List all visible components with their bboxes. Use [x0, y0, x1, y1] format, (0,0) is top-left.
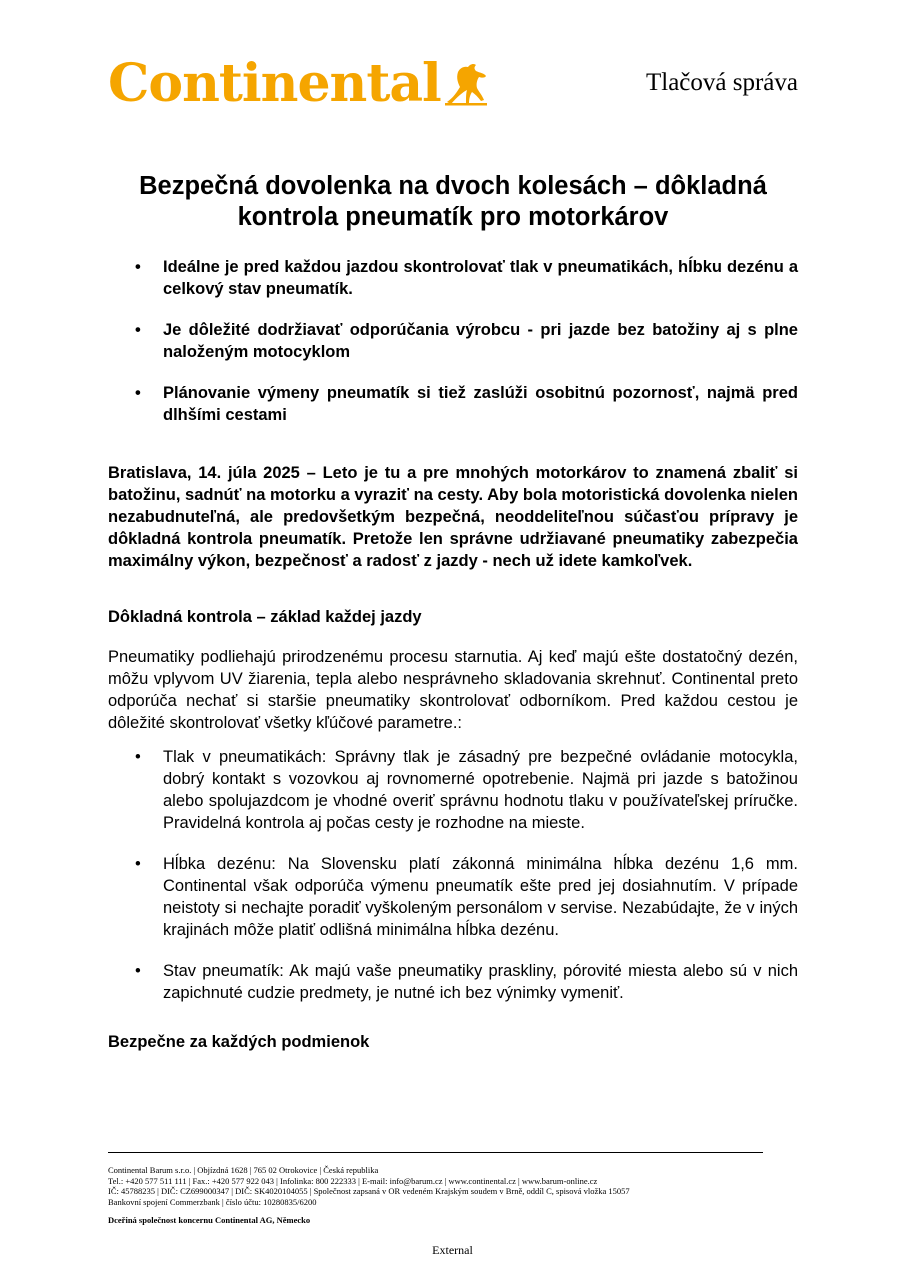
highlight-item: • Je dôležité dodržiavať odporúčania výrobcu - pri jazde bez batožiny aj s plne naloženým motocyklom	[108, 319, 798, 363]
footer-company-info	[108, 1165, 768, 1207]
list-item: • Stav pneumatík: Ak majú vaše pneumatiky praskliny, pórovité miesta alebo sú v nich zapichnuté cudzie predmety, je nutné ich bez výnimky vymeniť.	[108, 960, 798, 1004]
section-heading: Bezpečne za každých podmienok	[108, 1033, 370, 1051]
check-parameters-list	[108, 746, 798, 1023]
list-item: • Tlak v pneumatikách: Správny tlak je zásadný pre bezpečné ovládanie motocykla, dobrý kontakt s vozovkou aj rovnomerné opotrebenie. Najmä pri jazde s batožinou alebo spolujazdcom je vhodné overiť správnu hodnotu tlaku v používateľskej príručke. Pravidelná kontrola aj počas cesty je rozhodne na mieste.	[108, 746, 798, 834]
section-intro-paragraph: Pneumatiky podliehajú prirodzenému procesu starnutia. Aj keď majú ešte dostatočný dezén, môžu vplyvom UV žiarenia, tepla alebo nesprávneho skladovania skrehnuť. Continental preto odporúča nechať si staršie pneumatiky skontrolovať odborníkom. Pred každou cestou je dôležité skontrolovať všetky kľúčové parametre.:	[108, 648, 798, 732]
highlight-item: • Plánovanie výmeny pneumatík si tiež zaslúži osobitnú pozornosť, najmä pred dlhšími cestami	[108, 382, 798, 426]
footer-divider	[108, 1152, 763, 1153]
section-heading: Dôkladná kontrola – základ každej jazdy	[108, 608, 422, 626]
footer-line: Tel.: +420 577 511 111 | Fax.: +420 577 922 043 | Infolinka: 800 222333 | E-mail: info@barum.cz | www.continental.cz | www.barum-online.cz	[108, 1175, 598, 1186]
footer-parent-company: Dceřiná společnost koncernu Continental AG, Německo	[108, 1215, 311, 1225]
continental-logo	[108, 53, 489, 114]
footer-line: Bankovní spojení Commerzbank | číslo účtu: 10280835/6200	[108, 1196, 317, 1207]
highlight-item: • Ideálne je pred každou jazdou skontrolovať tlak v pneumatikách, hĺbku dezénu a celkový stav pneumatík.	[108, 256, 798, 300]
footer-line: Continental Barum s.r.o. | Objízdná 1628 | 765 02 Otrokovice | Česká republika	[108, 1165, 379, 1175]
footer-line: IČ: 45788235 | DIČ: CZ699000347 | DIČ: SK4020104055 | Společnost zapsaná v OR vedeném Krajským soudem v Brně, oddíl C, spisová vložka 15057	[108, 1186, 630, 1196]
classification-label: External	[432, 1243, 473, 1257]
horse-icon	[443, 62, 489, 106]
document-type-label: Tlačová správa	[645, 69, 798, 96]
list-item: • Hĺbka dezénu: Na Slovensku platí zákonná minimálna hĺbka dezénu 1,6 mm. Continental však odporúča výmenu pneumatík ešte pred jej dosiahnutím. V prípade neistoty si nechajte poradiť vyškoleným personálom v servise. Nezabúdajte, že v iných krajinách môže platiť odlišná minimálna hĺbka dezénu.	[108, 853, 798, 941]
page-title: Bezpečná dovolenka na dvoch kolesách – dôkladná kontrola pneumatík pro motorkárov	[139, 172, 767, 231]
logo-wordmark: Continental	[108, 53, 441, 114]
highlights-list	[108, 256, 798, 445]
lead-paragraph: Bratislava, 14. júla 2025 – Leto je tu a pre mnohých motorkárov to znamená zbaliť si batožinu, sadnúť na motorku a vyraziť na cesty. Aby bola motoristická dovolenka nielen nezabudnuteľná, ale predovšetkým bezpečná, neoddeliteľnou súčasťou prípravy je dôkladná kontrola pneumatík. Pretože len správne udržiavané pneumatiky zabezpečia maximálny výkon, bezpečnosť a radosť z jazdy - nech už idete kamkoľvek.	[108, 464, 798, 570]
